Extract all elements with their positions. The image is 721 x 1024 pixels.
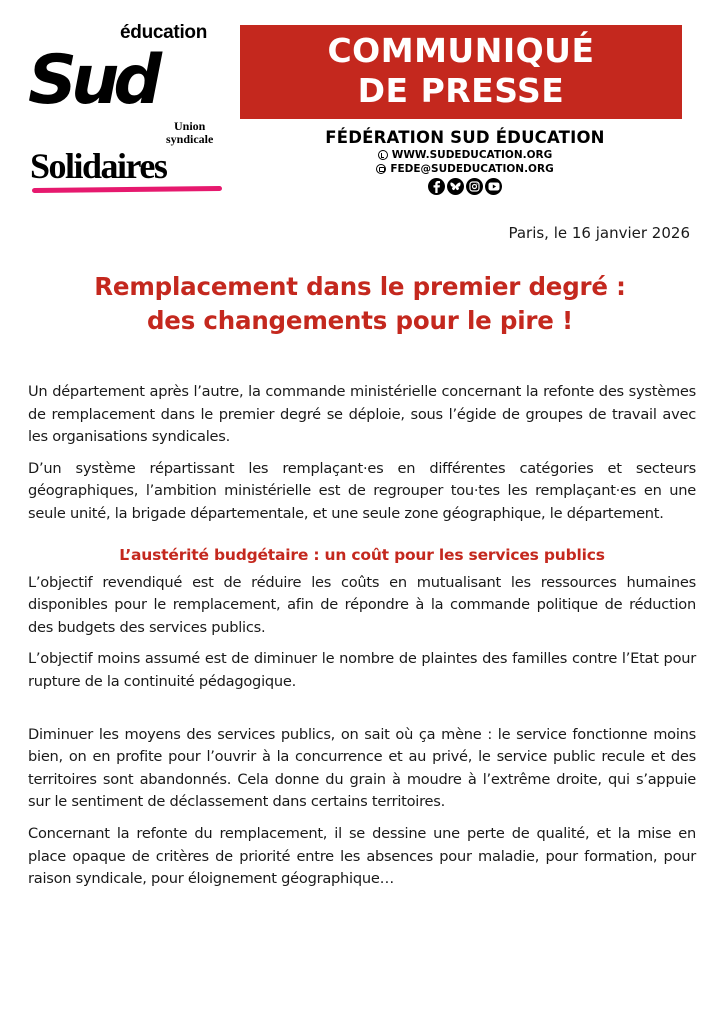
title-line-1: Remplacement dans le premier degré : [94, 272, 626, 301]
banner-line-1: COMMUNIQUÉ [327, 31, 595, 70]
federation-block [300, 128, 630, 195]
press-release-date: Paris, le 16 janvier 2026 [508, 224, 690, 242]
press-release-body [28, 381, 696, 900]
intro-paragraph-2: D’un système répartissant les remplaçant·es en différentes catégories et secteurs géographiques, l’ambition ministérielle est de regrouper tou·tes les remplaçant·es en une seule unité, la brigade départementale, et une seule zone géographique, le département. [28, 459, 696, 522]
intro-paragraph-1: Un département après l’autre, la commande ministérielle concernant la refonte des systèmes de remplacement dans le premier degré se déploie, sous l’égide de groupes de travail avec les organisations syndicales. [28, 383, 696, 446]
title-line-2: des changements pour le pire ! [146, 306, 574, 335]
section-heading: L’austérité budgétaire : un coût pour les services publics [119, 545, 605, 564]
logo-solidaires-word: Solidaires [30, 146, 167, 186]
instagram-icon[interactable] [466, 178, 483, 195]
website-icon [378, 150, 388, 160]
email-link[interactable]: FEDE@SUDEDUCATION.ORG [390, 163, 554, 175]
banner-line-2: DE PRESSE [357, 71, 565, 110]
logo-pink-underline [32, 186, 222, 193]
facebook-icon[interactable] [428, 178, 445, 195]
federation-title: FÉDÉRATION SUD ÉDUCATION [325, 128, 605, 147]
section-paragraph-2: L’objectif moins assumé est de diminuer le nombre de plaintes des familles contre l’Etat pour rupture de la continuité pédagogique. [28, 650, 696, 690]
logo-sud-wordmark: Sud [28, 46, 157, 116]
section-paragraph-3: Diminuer les moyens des services publics, on sait où ça mène : le service fonctionne moins bien, on en profite pour l’ouvrir à la concurrence et au privé, le service public recule et des territoires sont abandonnés. Cela donne du grain à moudre à l’extrême droite, qui s’appuie sur le sentiment de déclassement dans certains territoires. [28, 725, 696, 811]
logo-education-word: éducation [120, 22, 208, 43]
website-row [300, 148, 630, 162]
logo-syndicale-word: syndicale [166, 132, 214, 146]
email-icon [376, 164, 386, 174]
press-release-title [20, 270, 700, 338]
email-row [300, 162, 630, 176]
sud-education-logo [28, 22, 228, 197]
social-icons [300, 178, 630, 195]
press-release-banner [240, 25, 682, 119]
website-link[interactable]: WWW.SUDEDUCATION.ORG [391, 149, 553, 161]
section-paragraph-1: L’objectif revendiqué est de réduire les coûts en mutualisant les ressources humaines disponibles pour le remplacement, afin de répondre à la commande politique de réduction des budgets des services publics. [28, 573, 696, 636]
bluesky-icon[interactable] [447, 178, 464, 195]
logo-union-word: Union [174, 119, 206, 133]
youtube-icon[interactable] [485, 178, 502, 195]
section-paragraph-4: Concernant la refonte du remplacement, il se dessine une perte de qualité, et la mise en place opaque de critères de priorité entre les absences pour maladie, pour formation, pour raison syndicale, pour éloignement géographique… [28, 824, 696, 888]
